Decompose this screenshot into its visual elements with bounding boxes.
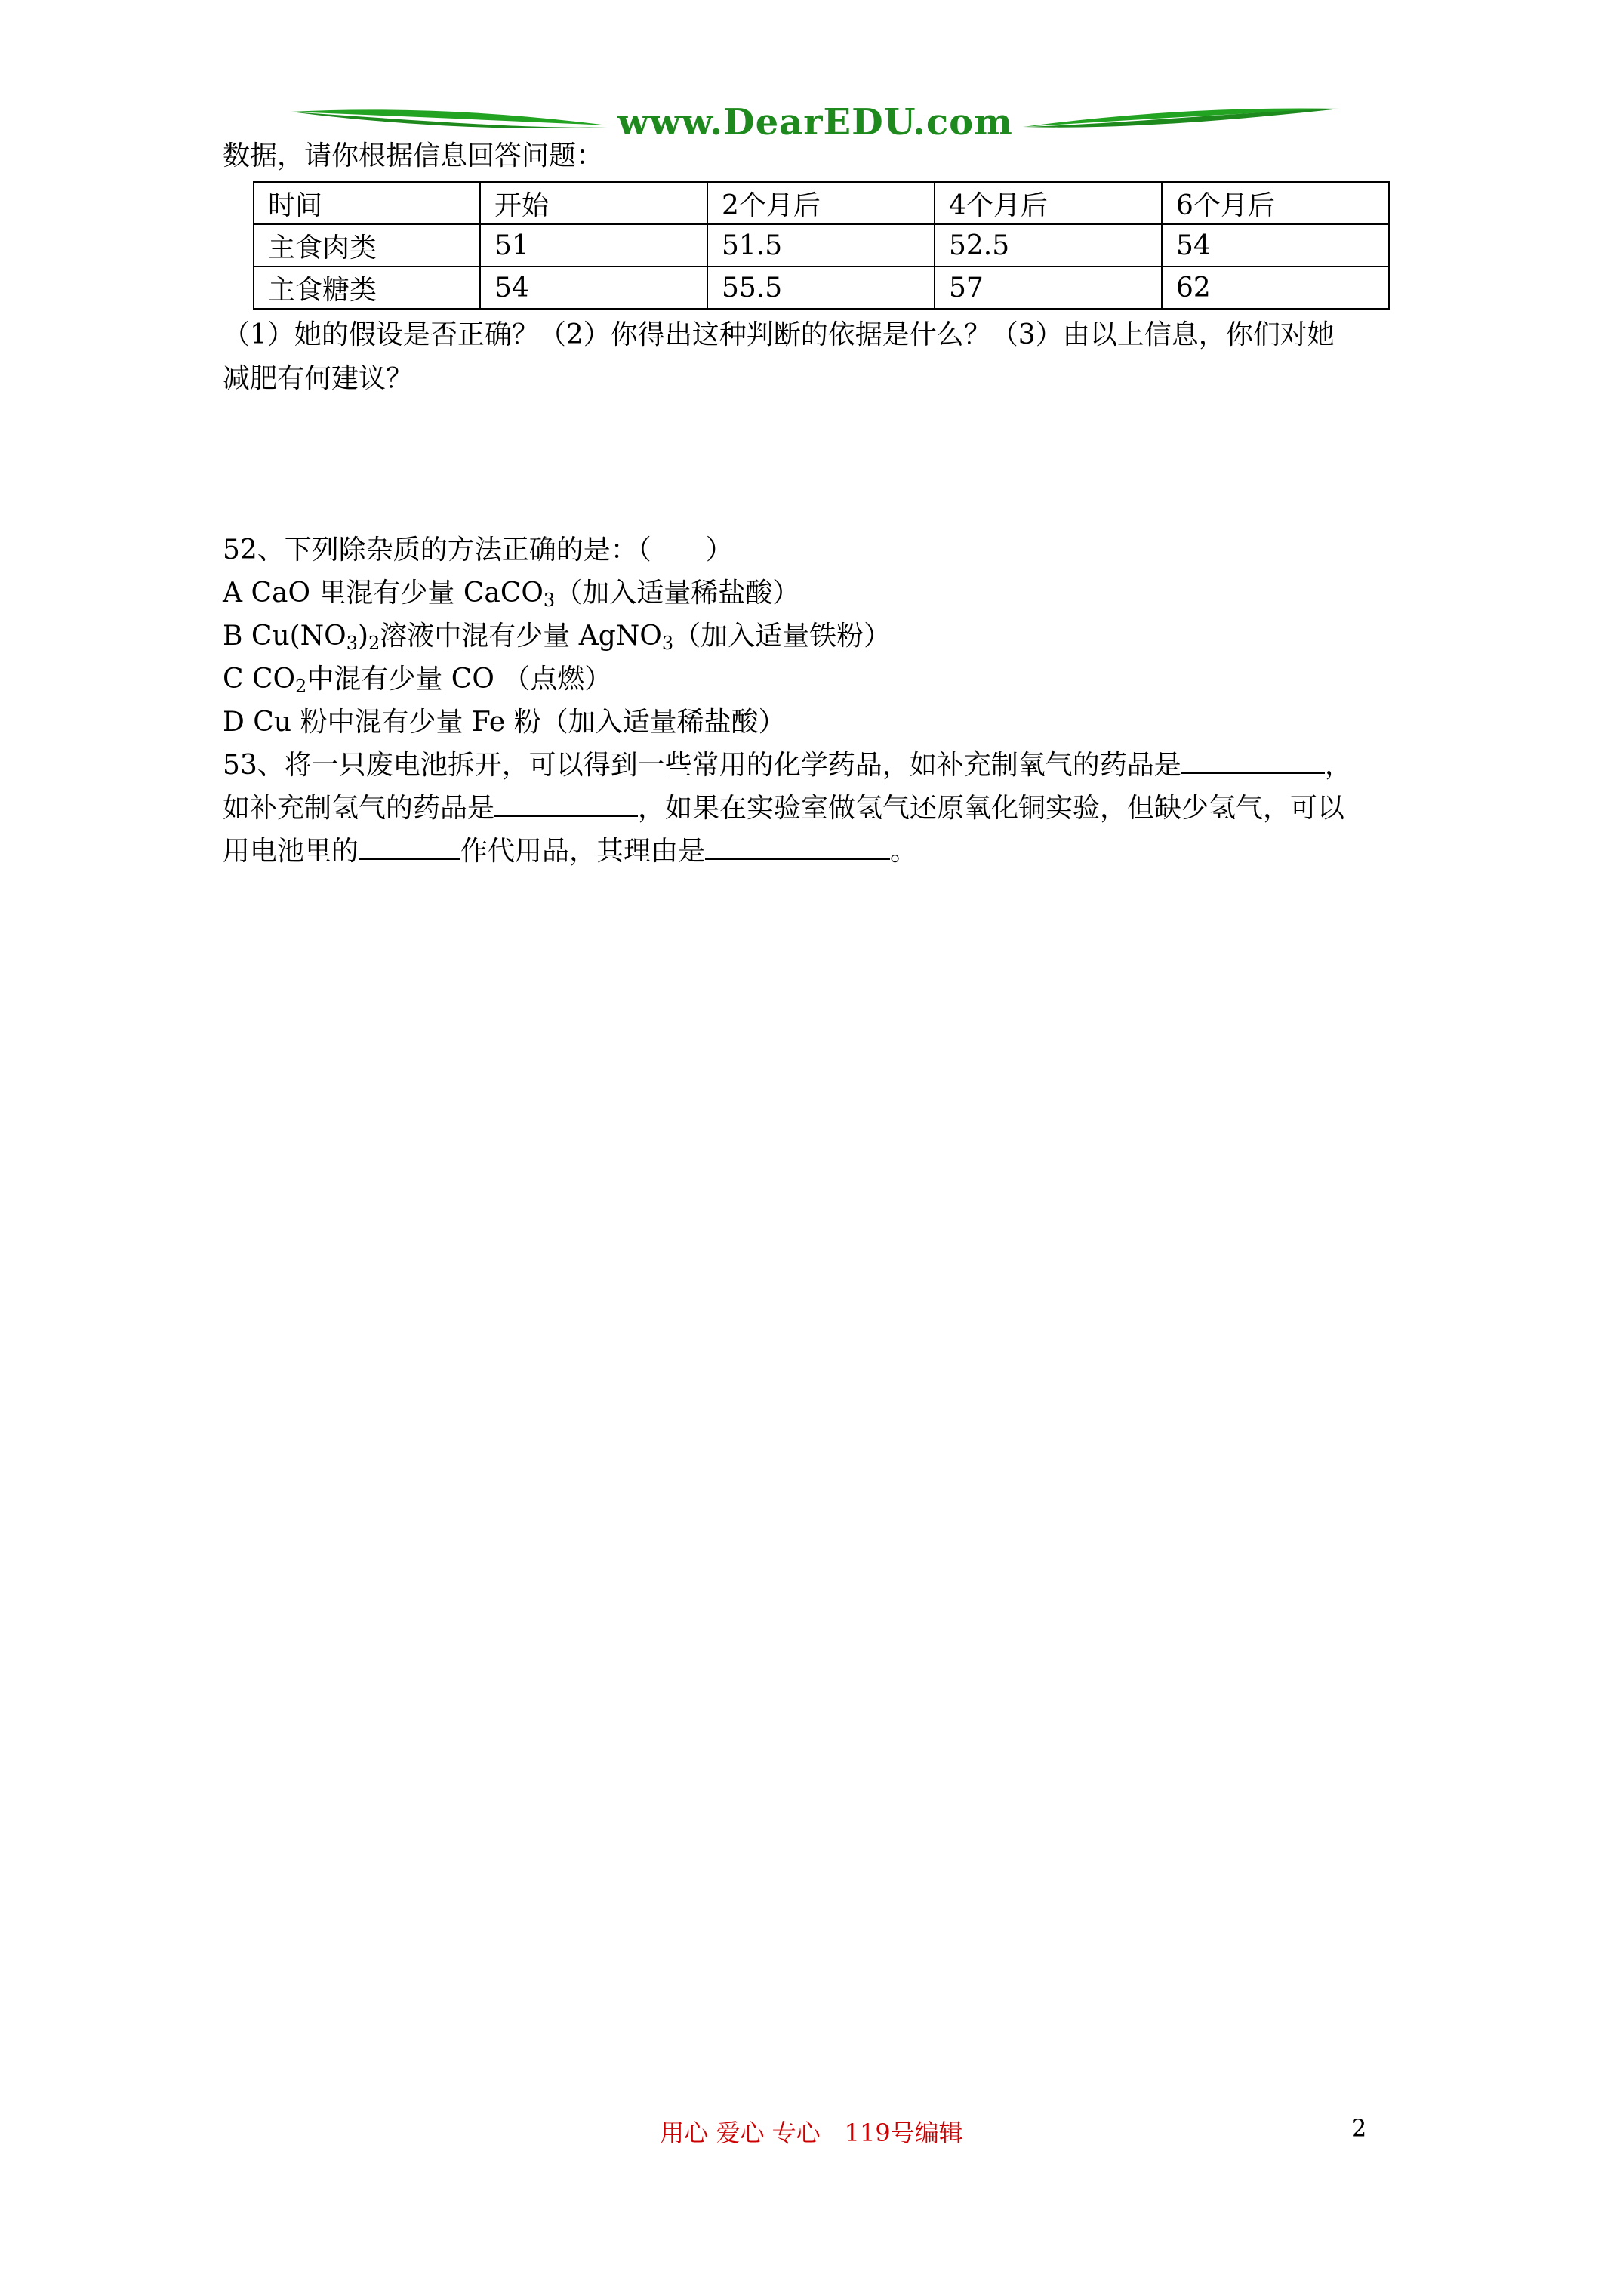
answer-blank[interactable] (359, 833, 460, 860)
table-row (254, 182, 1389, 224)
table-cell: 开始 (480, 182, 707, 224)
table-cell: 54 (480, 267, 707, 309)
table-cell: 主食肉类 (254, 224, 480, 267)
option-text: C CO (223, 664, 296, 695)
punctuation: 。 (890, 836, 918, 867)
q53-line3 (223, 830, 917, 874)
q52-option-a (223, 572, 799, 615)
table-row (254, 224, 1389, 267)
question-text: 53、将一只废电池拆开，可以得到一些常用的化学药品，如补充制氧气的药品是 (223, 750, 1181, 781)
option-text: （加入适量稀盐酸） (555, 578, 800, 609)
question-text: ，如果在实验室做氢气还原氧化铜实验，但缺少氢气，可以 (638, 793, 1345, 824)
footer-slogan: 用心 爱心 专心 119号编辑 (660, 2119, 963, 2147)
table-row (254, 267, 1389, 309)
table-cell: 52.5 (935, 224, 1162, 267)
table-cell: 时间 (254, 182, 480, 224)
intro-text: 数据，请你根据信息回答问题： (223, 140, 604, 171)
q52-option-d: D Cu 粉中混有少量 Fe 粉（加入适量稀盐酸） (223, 707, 786, 738)
question-text: 用电池里的 (223, 836, 359, 867)
subscript: 3 (661, 633, 674, 654)
table-cell: 57 (935, 267, 1162, 309)
subscript: 2 (295, 676, 307, 697)
option-text: 溶液中混有少量 AgNO (380, 621, 662, 652)
option-text: （加入适量铁粉） (673, 621, 892, 652)
question-text: 作代用品，其理由是 (460, 836, 706, 867)
q52-option-c (223, 658, 611, 701)
q51-line1: （1）她的假设是否正确？（2）你得出这种判断的依据是什么？（3）由以上信息，你们对她 (223, 319, 1335, 350)
option-text: ) (357, 621, 369, 652)
site-logo-text: www.DearEDU.com (617, 101, 1013, 143)
table-cell: 主食糖类 (254, 267, 480, 309)
q52-option-b (223, 615, 891, 658)
table-cell: 2个月后 (707, 182, 935, 224)
answer-blank[interactable] (705, 833, 890, 860)
option-text: B Cu(NO (223, 621, 346, 652)
subscript: 3 (346, 633, 358, 654)
table-cell: 51.5 (707, 224, 935, 267)
punctuation: ， (1324, 750, 1352, 781)
subscript: 2 (368, 633, 380, 654)
table-cell: 54 (1162, 224, 1389, 267)
option-text: A CaO 里混有少量 CaCO (223, 578, 544, 609)
table-cell: 55.5 (707, 267, 935, 309)
page-number: 2 (1351, 2114, 1367, 2143)
q52-stem: 52、下列除杂质的方法正确的是：（ ） (223, 535, 733, 566)
q53-line2 (223, 787, 1344, 831)
table-cell: 51 (480, 224, 707, 267)
option-text: 中混有少量 CO （点燃） (306, 664, 612, 695)
table-cell: 62 (1162, 267, 1389, 309)
subscript: 3 (543, 590, 556, 611)
data-table (253, 181, 1390, 310)
table-cell: 4个月后 (935, 182, 1162, 224)
table-cell: 6个月后 (1162, 182, 1389, 224)
q53-line1 (223, 744, 1352, 787)
answer-blank[interactable] (494, 790, 638, 817)
answer-blank[interactable] (1181, 747, 1325, 774)
q51-line2: 减肥有何建议？ (223, 363, 414, 394)
question-text: 如补充制氢气的药品是 (223, 793, 495, 824)
